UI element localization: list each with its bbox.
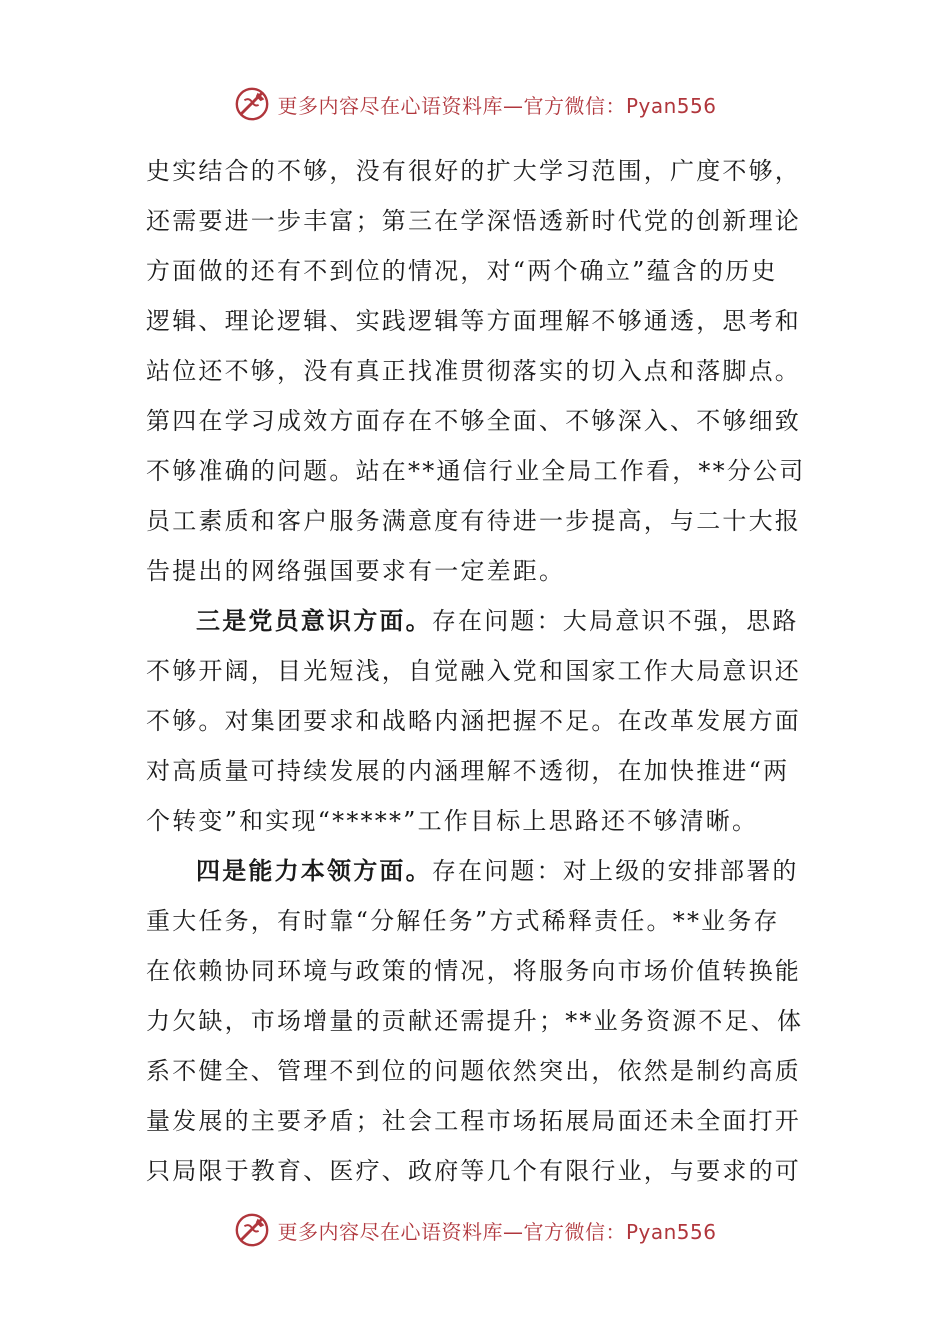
paragraph-ability: [146, 846, 808, 1196]
section-heading: 四是能力本领方面。: [196, 856, 432, 885]
paragraph-party-awareness: [146, 596, 808, 846]
text-line: 只局限于教育、医疗、政府等几个有限行业，与要求的可: [146, 1157, 801, 1185]
text-line: 告提出的网络强国要求有一定差距。: [146, 557, 566, 585]
text-line: 力欠缺，市场增量的贡献还需提升；**业务资源不足、体: [146, 1007, 804, 1035]
text-run: 存在问题：大局意识不强，思路: [431, 607, 799, 635]
text-line: 对高质量可持续发展的内涵理解不透彻，在加快推进“两: [146, 757, 790, 785]
text-line: 个转变”和实现“*****”工作目标上思路还不够清晰。: [146, 807, 759, 835]
paragraph-1: [146, 146, 808, 596]
pen-seal-logo-icon: [233, 1211, 271, 1249]
text-line: 逻辑、理论逻辑、实践逻辑等方面理解不够通透，思考和: [146, 307, 801, 335]
text-line: 不够。对集团要求和战略内涵把握不足。在改革发展方面: [146, 707, 801, 735]
text-line: 方面做的还有不到位的情况，对“两个确立”蕴含的历史: [146, 257, 778, 285]
text-line: 站位还不够，没有真正找准贯彻落实的切入点和落脚点。: [146, 357, 801, 385]
text-line: 员工素质和客户服务满意度有待进一步提高，与二十大报: [146, 507, 801, 535]
text-line: 不够开阔，目光短浅，自觉融入党和国家工作大局意识还: [146, 657, 801, 685]
pen-seal-logo-icon: [233, 85, 271, 123]
document-body: [146, 146, 808, 1196]
text-line: 还需要进一步丰富；第三在学深悟透新时代党的创新理论: [146, 207, 801, 235]
text-line: 第四在学习成效方面存在不够全面、不够深入、不够细致: [146, 407, 801, 435]
text-line: 重大任务，有时靠“分解任务”方式稀释责任。**业务存: [146, 907, 780, 935]
text-line: 不够准确的问题。站在**通信行业全局工作看，**分公司: [146, 457, 806, 485]
text-run: 存在问题：对上级的安排部署的: [431, 857, 799, 885]
text-line: 史实结合的不够，没有很好的扩大学习范围，广度不够，: [146, 157, 801, 185]
section-heading: 三是党员意识方面。: [196, 606, 432, 635]
text-line: 系不健全、管理不到位的问题依然突出，依然是制约高质: [146, 1057, 801, 1085]
watermark-banner-bottom: [0, 1210, 950, 1250]
text-line: 在依赖协同环境与政策的情况，将服务向市场价值转换能: [146, 957, 801, 985]
paragraph-first-line: [146, 846, 808, 896]
watermark-banner-top: [0, 84, 950, 124]
text-line: 量发展的主要矛盾；社会工程市场拓展局面还未全面打开: [146, 1107, 801, 1135]
paragraph-first-line: [146, 596, 808, 646]
watermark-text-top: 更多内容尽在心语资料库—官方微信：Pyan556: [277, 93, 717, 118]
watermark-text-bottom: 更多内容尽在心语资料库—官方微信：Pyan556: [277, 1219, 717, 1244]
